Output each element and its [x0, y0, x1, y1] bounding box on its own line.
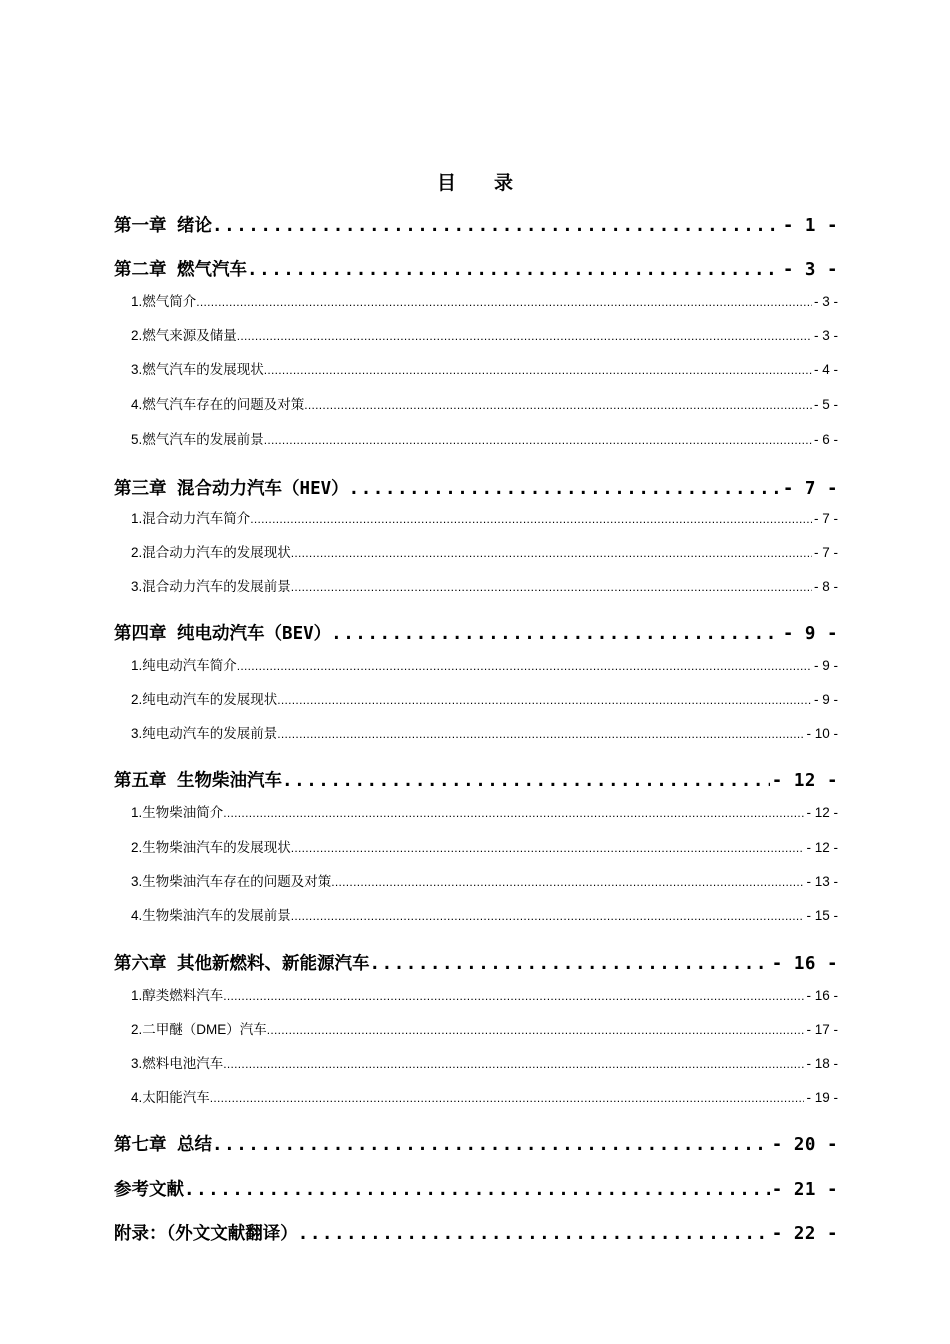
- toc-entry-label: 1.混合动力汽车简介: [131, 511, 251, 526]
- toc-entry-label: 1.纯电动汽车简介: [131, 658, 237, 673]
- toc-chapter-entry[interactable]: [114, 767, 838, 792]
- toc-entry-label: 3.纯电动汽车的发展前景: [131, 726, 278, 741]
- toc-chapter-entry[interactable]: [114, 212, 838, 237]
- toc-page-number: - 9 -: [813, 692, 838, 707]
- toc-chapter-entry[interactable]: [114, 1220, 838, 1245]
- toc-dot-leader: [223, 988, 804, 1003]
- toc-page-number: - 3 -: [813, 328, 838, 343]
- toc-page-number: - 20 -: [771, 1135, 838, 1155]
- toc-page-number: - 15 -: [806, 908, 838, 923]
- toc-chapter-entry[interactable]: [114, 950, 838, 975]
- toc-dot-leader: [184, 1180, 770, 1200]
- toc-section-entry[interactable]: [131, 722, 838, 742]
- toc-entry-label: 2.纯电动汽车的发展现状: [131, 692, 278, 707]
- toc-section-entry[interactable]: [131, 904, 838, 924]
- toc-entry-label: 4.生物柴油汽车的发展前景: [131, 908, 291, 923]
- toc-chapter-entry[interactable]: [114, 1176, 838, 1201]
- toc-entry-label: 第一章 绪论: [114, 216, 213, 236]
- toc-page-number: - 13 -: [806, 874, 838, 889]
- toc-section-entry[interactable]: [131, 575, 838, 595]
- toc-page-number: - 22 -: [771, 1224, 838, 1244]
- toc-section-entry[interactable]: [131, 393, 838, 413]
- toc-dot-leader: [247, 260, 781, 280]
- toc-entry-label: 5.燃气汽车的发展前景: [131, 432, 264, 447]
- toc-dot-leader: [282, 771, 770, 791]
- toc-entry-label: 3.混合动力汽车的发展前景: [131, 579, 291, 594]
- toc-dot-leader: [291, 840, 805, 855]
- toc-page-number: - 12 -: [806, 840, 838, 855]
- toc-section-entry[interactable]: [131, 507, 838, 527]
- toc-page-number: - 18 -: [806, 1056, 838, 1071]
- toc-section-entry[interactable]: [131, 688, 838, 708]
- toc-entry-label: 3.燃料电池汽车: [131, 1056, 224, 1071]
- toc-dot-leader: [277, 692, 812, 707]
- toc-section-entry[interactable]: [131, 428, 838, 448]
- toc-entry-label: 第四章 纯电动汽车（BEV）: [114, 624, 332, 644]
- toc-section-entry[interactable]: [131, 541, 838, 561]
- toc-dot-leader: [212, 1135, 770, 1155]
- toc-dot-leader: [210, 1090, 805, 1105]
- toc-entry-label: 2.燃气来源及储量: [131, 328, 237, 343]
- toc-page-number: - 9 -: [813, 658, 838, 673]
- toc-page-number: - 19 -: [806, 1090, 838, 1105]
- toc-entry-label: 2.生物柴油汽车的发展现状: [131, 840, 291, 855]
- toc-dot-leader: [331, 874, 804, 889]
- toc-dot-leader: [212, 216, 781, 236]
- toc-section-entry[interactable]: [131, 870, 838, 890]
- toc-dot-leader: [196, 294, 812, 309]
- toc-page-number: - 8 -: [813, 579, 838, 594]
- toc-entry-label: 附录：（外文文献翻译）: [114, 1224, 298, 1244]
- toc-dot-leader: [264, 432, 812, 447]
- toc-dot-leader: [250, 511, 812, 526]
- toc-section-entry[interactable]: [131, 1086, 838, 1106]
- toc-page-number: - 21 -: [771, 1180, 838, 1200]
- toc-page-number: - 12 -: [806, 805, 838, 820]
- toc-page-number: - 5 -: [813, 397, 838, 412]
- toc-section-entry[interactable]: [131, 654, 838, 674]
- toc-entry-label: 第二章 燃气汽车: [114, 260, 248, 280]
- toc-dot-leader: [291, 908, 805, 923]
- toc-section-entry[interactable]: [131, 801, 838, 821]
- toc-page-number: - 3 -: [782, 260, 838, 280]
- toc-title: [0, 168, 950, 195]
- toc-section-entry[interactable]: [131, 290, 838, 310]
- toc-page-number: - 10 -: [806, 726, 838, 741]
- toc-entry-label: 3.燃气汽车的发展现状: [131, 362, 264, 377]
- toc-page-number: - 9 -: [782, 624, 838, 644]
- toc-page-number: - 7 -: [813, 545, 838, 560]
- toc-page-number: - 1 -: [782, 216, 838, 236]
- toc-entry-label: 4.燃气汽车存在的问题及对策: [131, 397, 305, 412]
- toc-page-number: - 7 -: [813, 511, 838, 526]
- toc-entry-label: 参考文献: [114, 1180, 184, 1200]
- toc-entry-label: 1.燃气简介: [131, 294, 197, 309]
- toc-entry-label: 1.生物柴油简介: [131, 805, 224, 820]
- toc-dot-leader: [291, 579, 812, 594]
- toc-title-left: 目: [436, 172, 456, 194]
- toc-page-number: - 12 -: [771, 771, 838, 791]
- toc-entry-label: 第七章 总结: [114, 1135, 213, 1155]
- toc-dot-leader: [298, 1224, 770, 1244]
- toc-section-entry[interactable]: [131, 358, 838, 378]
- toc-chapter-entry[interactable]: [114, 620, 838, 645]
- toc-entry-label: 2.二甲醚（DME）汽车: [131, 1022, 267, 1037]
- toc-entry-label: 3.生物柴油汽车存在的问题及对策: [131, 874, 332, 889]
- toc-dot-leader: [237, 328, 812, 343]
- toc-page-number: - 16 -: [806, 988, 838, 1003]
- toc-entry-label: 第三章 混合动力汽车（HEV）: [114, 479, 349, 499]
- toc-page-number: - 6 -: [813, 432, 838, 447]
- toc-dot-leader: [223, 805, 804, 820]
- toc-section-entry[interactable]: [131, 984, 838, 1004]
- toc-chapter-entry[interactable]: [114, 1131, 838, 1156]
- toc-dot-leader: [304, 397, 812, 412]
- toc-section-entry[interactable]: [131, 1052, 838, 1072]
- toc-dot-leader: [223, 1056, 804, 1071]
- toc-title-right: 录: [494, 172, 514, 194]
- toc-dot-leader: [277, 726, 804, 741]
- toc-dot-leader: [349, 479, 781, 499]
- toc-page-number: - 17 -: [806, 1022, 838, 1037]
- toc-dot-leader: [237, 658, 812, 673]
- toc-dot-leader: [267, 1022, 805, 1037]
- toc-dot-leader: [331, 624, 781, 644]
- toc-chapter-entry[interactable]: [114, 475, 838, 500]
- toc-entry-label: 2.混合动力汽车的发展现状: [131, 545, 291, 560]
- toc-entry-label: 第五章 生物柴油汽车: [114, 771, 283, 791]
- toc-section-entry[interactable]: [131, 1018, 838, 1038]
- toc-dot-leader: [370, 954, 770, 974]
- toc-entry-label: 4.太阳能汽车: [131, 1090, 210, 1105]
- toc-entry-label: 1.醇类燃料汽车: [131, 988, 224, 1003]
- toc-dot-leader: [264, 362, 812, 377]
- toc-chapter-entry[interactable]: [114, 256, 838, 281]
- toc-section-entry[interactable]: [131, 324, 838, 344]
- toc-page-number: - 4 -: [813, 362, 838, 377]
- toc-entry-label: 第六章 其他新燃料、新能源汽车: [114, 954, 370, 974]
- toc-page-number: - 16 -: [771, 954, 838, 974]
- toc-page-number: - 7 -: [782, 479, 838, 499]
- toc-page-number: - 3 -: [813, 294, 838, 309]
- toc-section-entry[interactable]: [131, 836, 838, 856]
- toc-dot-leader: [291, 545, 812, 560]
